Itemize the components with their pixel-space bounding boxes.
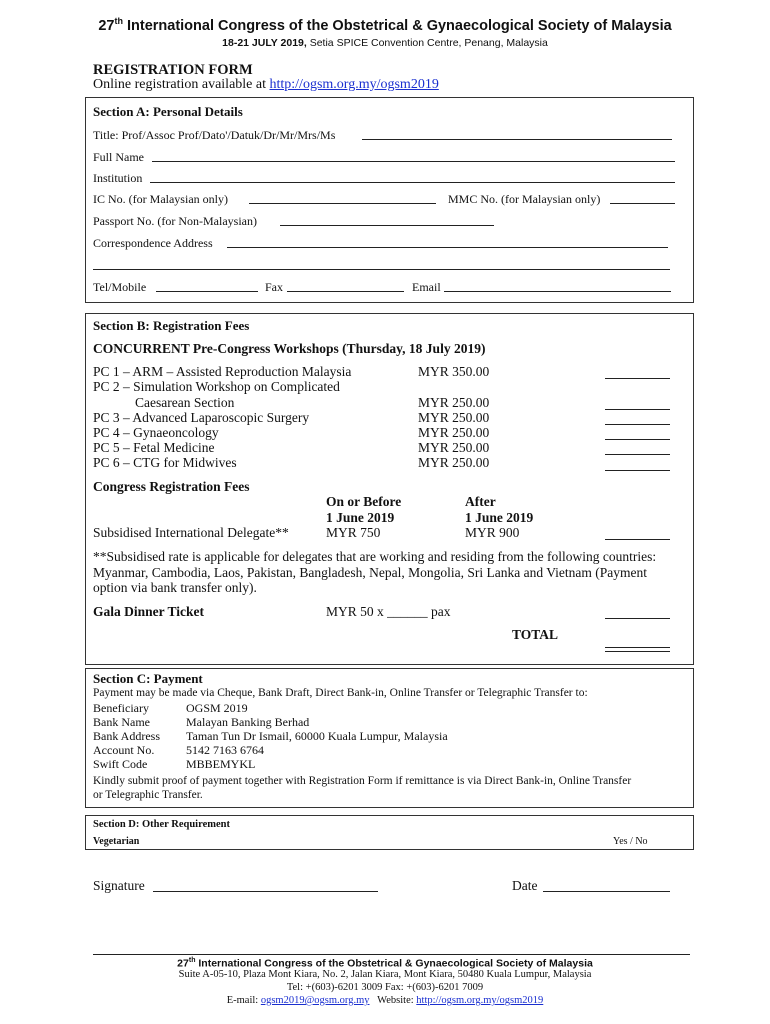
- gala-dinner-price: MYR 50 x ______ pax: [326, 604, 451, 619]
- email-input[interactable]: [444, 291, 671, 292]
- date-input[interactable]: [543, 891, 670, 892]
- payment-row-value: MBBEMYKL: [186, 757, 256, 771]
- footer-address: Suite A-05-10, Plaza Mont Kiara, No. 2, Jalan Kiara, Mont Kiara, 50480 Kuala Lumpur, Malaysia: [178, 969, 592, 980]
- workshop-amount-input[interactable]: [605, 439, 670, 440]
- workshop-name: PC 3 – Advanced Laparoscopic Surgery: [93, 410, 310, 425]
- payment-intro: Payment may be made via Cheque, Bank Draft, Direct Bank-in, Online Transfer or Telegraphic Transfer to:: [93, 687, 588, 699]
- signature-label: Signature: [93, 878, 145, 893]
- title-superscript: th: [114, 16, 123, 26]
- footer-contacts: [0, 995, 770, 1006]
- late-date: 1 June 2019: [465, 510, 534, 525]
- congress-dates: 18-21 JULY 2019,: [222, 37, 307, 49]
- workshop-amount-input[interactable]: [605, 470, 670, 471]
- ic-no-input[interactable]: [249, 203, 436, 204]
- congress-venue: Setia SPICE Convention Centre, Penang, Malaysia: [306, 37, 548, 49]
- address-input-line-1[interactable]: [227, 247, 668, 248]
- workshop-price: MYR 250.00: [418, 425, 490, 440]
- footer-email-label: E-mail:: [226, 995, 261, 1006]
- footer-website-link[interactable]: http://ogsm.org.my/ogsm2019: [416, 995, 544, 1006]
- institution-label: Institution: [93, 171, 143, 185]
- delegate-late-price: MYR 900: [465, 525, 520, 540]
- congress-subtitle: [0, 37, 770, 49]
- workshop-name: PC 4 – Gynaeoncology: [93, 425, 219, 440]
- subsidy-note-line-3: option via bank transfer only).: [93, 580, 257, 595]
- workshop-name: Caesarean Section: [135, 395, 235, 410]
- workshop-price: MYR 250.00: [418, 410, 490, 425]
- address-input-line-2[interactable]: [93, 269, 670, 270]
- workshop-amount-input[interactable]: [605, 454, 670, 455]
- section-c-box: [85, 668, 694, 808]
- workshop-name: PC 5 – Fetal Medicine: [93, 440, 215, 455]
- workshop-amount-input[interactable]: [605, 409, 670, 410]
- footer-website-label: Website:: [369, 995, 417, 1006]
- delegate-label: Subsidised International Delegate**: [93, 525, 289, 540]
- payment-closing-line-1: Kindly submit proof of payment together with Registration Form if remittance is via Direct Bank-in, Online Transfer: [93, 775, 632, 787]
- payment-row-label: Bank Address: [93, 729, 160, 743]
- delegate-early-price: MYR 750: [326, 525, 381, 540]
- online-registration-text: Online registration available at: [93, 77, 270, 92]
- fax-label: Fax: [265, 280, 283, 294]
- payment-row-value: Taman Tun Dr Ismail, 60000 Kuala Lumpur, Malaysia: [186, 729, 448, 743]
- ic-no-label: IC No. (for Malaysian only): [93, 192, 228, 206]
- payment-closing-line-2: or Telegraphic Transfer.: [93, 789, 203, 801]
- workshop-name: PC 2 – Simulation Workshop on Complicated: [93, 379, 340, 394]
- full-name-label: Full Name: [93, 150, 144, 164]
- footer-title-number: 27: [177, 957, 189, 970]
- payment-row-label: Account No.: [93, 743, 155, 757]
- full-name-input[interactable]: [152, 161, 675, 162]
- online-registration: [93, 77, 439, 93]
- institution-input[interactable]: [150, 182, 675, 183]
- title-text: International Congress of the Obstetrical & Gynaecological Society of Malaysia: [122, 17, 672, 34]
- title-field-input[interactable]: [362, 139, 672, 140]
- payment-row-label: Beneficiary: [93, 701, 149, 715]
- payment-row-label: Swift Code: [93, 757, 148, 771]
- gala-amount-input[interactable]: [605, 618, 670, 619]
- workshop-name: PC 1 – ARM – Assisted Reproduction Malaysia: [93, 364, 352, 379]
- tel-input[interactable]: [156, 291, 258, 292]
- section-a-box: [85, 97, 694, 303]
- section-c-title: Section C: Payment: [93, 671, 203, 686]
- gala-dinner-label: Gala Dinner Ticket: [93, 604, 205, 619]
- total-amount-input[interactable]: [605, 647, 670, 648]
- mmc-no-input[interactable]: [610, 203, 675, 204]
- workshops-title: CONCURRENT Pre-Congress Workshops (Thursday, 18 July 2019): [93, 341, 486, 356]
- footer-title-text: International Congress of the Obstetrical & Gynaecological Society of Malaysia: [195, 957, 593, 970]
- footer-divider: [93, 954, 690, 955]
- vegetarian-label: Vegetarian: [93, 836, 140, 847]
- total-double-underline: [605, 651, 670, 652]
- workshop-price: MYR 250.00: [418, 455, 490, 470]
- online-registration-link[interactable]: http://ogsm.org.my/ogsm2019: [269, 77, 439, 92]
- congress-title: [0, 16, 770, 34]
- total-label: TOTAL: [512, 627, 559, 642]
- email-label: Email: [412, 280, 441, 294]
- late-header: After: [465, 494, 496, 509]
- workshop-price: MYR 250.00: [418, 440, 490, 455]
- footer-phone: Tel: +(603)-6201 3009 Fax: +(603)-6201 7009: [286, 982, 484, 993]
- delegate-amount-input[interactable]: [605, 539, 670, 540]
- subsidy-note-line-1: **Subsidised rate is applicable for delegates that are working and residing from the following countries:: [93, 549, 657, 564]
- passport-input[interactable]: [280, 225, 494, 226]
- section-d-title: Section D: Other Requirement: [93, 819, 230, 830]
- congress-fees-title: Congress Registration Fees: [93, 479, 250, 494]
- subsidy-note-line-2: Myanmar, Cambodia, Laos, Pakistan, Bangladesh, Nepal, Mongolia, Sri Lanka and Vietnam (Payment: [93, 565, 648, 580]
- early-bird-header: On or Before: [326, 494, 402, 509]
- date-label: Date: [512, 878, 538, 893]
- payment-row-value: Malayan Banking Berhad: [186, 715, 310, 729]
- early-bird-date: 1 June 2019: [326, 510, 395, 525]
- workshop-price: MYR 250.00: [418, 395, 490, 410]
- passport-label: Passport No. (for Non-Malaysian): [93, 214, 257, 228]
- address-label: Correspondence Address: [93, 236, 213, 250]
- payment-row-value: 5142 7163 6764: [186, 743, 264, 757]
- tel-label: Tel/Mobile: [93, 280, 147, 294]
- form-title: REGISTRATION FORM: [93, 62, 253, 78]
- workshop-name: PC 6 – CTG for Midwives: [93, 455, 237, 470]
- footer-title: [0, 957, 770, 970]
- signature-input[interactable]: [153, 891, 378, 892]
- workshop-price: MYR 350.00: [418, 364, 490, 379]
- section-d-box: [85, 815, 694, 850]
- section-b-title: Section B: Registration Fees: [93, 318, 250, 333]
- section-a-title: Section A: Personal Details: [93, 104, 243, 119]
- workshop-amount-input[interactable]: [605, 378, 670, 379]
- section-b-box: [85, 313, 694, 665]
- mmc-no-label: MMC No. (for Malaysian only): [448, 192, 601, 206]
- payment-row-label: Bank Name: [93, 715, 150, 729]
- title-field-label: Title: Prof/Assoc Prof/Dato'/Datuk/Dr/Mr/Mrs/Ms: [93, 128, 336, 142]
- vegetarian-yes-no-option[interactable]: Yes / No: [613, 836, 648, 847]
- fax-input[interactable]: [287, 291, 404, 292]
- payment-row-value: OGSM 2019: [186, 701, 248, 715]
- workshop-amount-input[interactable]: [605, 424, 670, 425]
- footer-title-superscript: th: [188, 957, 196, 964]
- footer-email-link[interactable]: ogsm2019@ogsm.org.my: [260, 995, 370, 1006]
- title-number: 27: [98, 17, 115, 34]
